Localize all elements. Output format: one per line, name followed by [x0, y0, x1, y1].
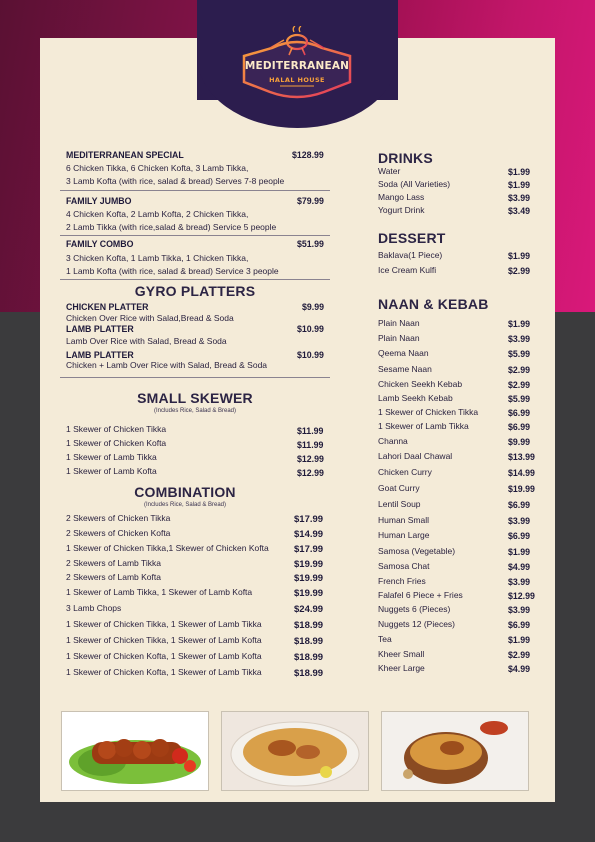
gyro-desc: Chicken + Lamb Over Rice with Salad, Bread & Soda [66, 360, 268, 370]
menu-item-name: Samosa (Vegetable) [378, 546, 456, 556]
menu-item-name: 1 Skewer of Chicken Tikka [378, 407, 479, 417]
dessert-title: DESSERT [378, 230, 446, 246]
menu-item-name: 2 Skewers of Lamb Kofta [66, 572, 161, 582]
special-name: FAMILY JUMBO [66, 196, 132, 206]
menu-item-price: $12.99 [297, 468, 324, 478]
menu-item-name: Chicken Curry [378, 467, 432, 477]
gyro-name: LAMB PLATTER [66, 350, 134, 360]
menu-item-price: $18.99 [294, 668, 324, 679]
menu-item-name: Plain Naan [378, 318, 420, 328]
gyro-name: LAMB PLATTER [66, 324, 134, 334]
menu-item-price: $3.99 [508, 577, 531, 587]
menu-item-name: 1 Skewer of Chicken Tikka,1 Skewer of Chicken Kofta [66, 543, 269, 553]
menu-item-price: $18.99 [294, 620, 324, 631]
menu-item-price: $1.99 [508, 180, 531, 190]
menu-item-price: $17.99 [294, 514, 324, 525]
menu-item-name: Ice Cream Kulfi [378, 265, 437, 275]
brand-subtitle: HALAL HOUSE [269, 76, 325, 84]
menu-item-price: $2.99 [508, 650, 531, 660]
menu-item-name: Sesame Naan [378, 364, 432, 374]
brand-name: MEDITERRANEAN [244, 60, 350, 72]
menu-item-name: 1 Skewer of Lamb Tikka, 1 Skewer of Lamb Kofta [66, 587, 253, 597]
menu-item-name: Falafel 6 Piece + Fries [378, 590, 463, 600]
special-desc: 3 Chicken Kofta, 1 Lamb Tikka, 1 Chicken Tikka, [66, 253, 249, 263]
menu-item-price: $13.99 [508, 452, 535, 462]
menu-item-name: Samosa Chat [378, 561, 430, 571]
drinks-title: DRINKS [378, 150, 433, 166]
menu-item-name: 1 Skewer of Lamb Tikka [66, 452, 157, 462]
menu-item-name: Mango Lass [378, 192, 425, 202]
menu-item-price: $4.99 [508, 562, 531, 572]
menu-item-name: Chicken Seekh Kebab [378, 379, 463, 389]
menu-item-price: $9.99 [508, 437, 531, 447]
menu-item-name: Yogurt Drink [378, 205, 425, 215]
menu-item-price: $1.99 [508, 319, 531, 329]
menu-item-price: $6.99 [508, 500, 531, 510]
menu-item-name: Nuggets 12 (Pieces) [378, 619, 456, 629]
menu-item-name: Water [378, 166, 401, 176]
menu-item-price: $11.99 [297, 440, 324, 450]
gyro-name: CHICKEN PLATTER [66, 302, 149, 312]
special-desc: 6 Chicken Tikka, 6 Chicken Kofta, 3 Lamb Tikka, [66, 163, 249, 173]
special-desc: 2 Lamb Tikka (with rice,salad & bread) Service 5 people [66, 222, 277, 232]
menu-item-name: 1 Skewer of Chicken Tikka, 1 Skewer of Lamb Kofta [66, 635, 262, 645]
menu-item-price: $3.99 [508, 334, 531, 344]
special-price: $51.99 [297, 239, 324, 249]
combination-note: (Includes Rice, Salad & Bread) [143, 502, 227, 508]
menu-item-price: $19.99 [294, 573, 324, 584]
menu-item-price: $18.99 [294, 636, 324, 647]
menu-item-name: 2 Skewers of Lamb Tikka [66, 558, 161, 568]
menu-item-name: Lahori Daal Chawal [378, 451, 453, 461]
menu-item-price: $1.99 [508, 167, 531, 177]
skewer-title: SMALL SKEWER [137, 390, 253, 406]
menu-item-price: $19.99 [294, 559, 324, 570]
menu-item-price: $11.99 [297, 426, 324, 436]
menu-item-name: 1 Skewer of Chicken Kofta, 1 Skewer of Lamb Kofta [66, 651, 262, 661]
menu-item-price: $3.99 [508, 193, 531, 203]
grilled-skewers-photo [61, 711, 209, 791]
menu-item-price: $5.99 [508, 349, 531, 359]
menu-item-price: $3.99 [508, 516, 531, 526]
menu-item-price: $12.99 [508, 591, 535, 601]
menu-item-name: Qeema Naan [378, 348, 429, 358]
biryani-plate-photo [221, 711, 369, 791]
menu-item-name: 1 Skewer of Chicken Kofta, 1 Skewer of Lamb Tikka [66, 667, 262, 677]
special-name: MEDITERRANEAN SPECIAL [66, 150, 184, 160]
menu-item-name: Nuggets 6 (Pieces) [378, 604, 451, 614]
gyro-desc: Lamb Over Rice with Salad, Bread & Soda [66, 336, 227, 346]
menu-item-price: $3.99 [508, 605, 531, 615]
divider [60, 190, 330, 191]
menu-item-name: Tea [378, 634, 392, 644]
menu-item-name: French Fries [378, 576, 426, 586]
menu-item-name: 1 Skewer of Chicken Kofta [66, 438, 167, 448]
menu-item-name: Goat Curry [378, 483, 420, 493]
menu-item-price: $14.99 [294, 529, 324, 540]
gyro-desc: Chicken Over Rice with Salad,Bread & Soda [66, 313, 234, 323]
special-name: FAMILY COMBO [66, 239, 134, 249]
menu-item-price: $17.99 [294, 544, 324, 555]
menu-item-price: $1.99 [508, 547, 531, 557]
menu-item-name: Human Large [378, 530, 430, 540]
special-price: $128.99 [292, 150, 324, 160]
menu-item-name: Plain Naan [378, 333, 420, 343]
menu-item-price: $4.99 [508, 664, 531, 674]
skewer-note: (Includes Rice, Salad & Bread) [153, 408, 237, 414]
divider [60, 279, 330, 280]
gyro-price: $9.99 [302, 302, 325, 312]
combination-title: COMBINATION [134, 484, 236, 500]
menu-item-price: $3.49 [508, 206, 531, 216]
naan-title: NAAN & KEBAB [378, 296, 489, 312]
menu-item-price: $2.99 [508, 266, 531, 276]
menu-item-name: Kheer Large [378, 663, 425, 673]
gyro-price: $10.99 [297, 350, 324, 360]
menu-item-price: $6.99 [508, 620, 531, 630]
menu-item-price: $12.99 [297, 454, 324, 464]
menu-item-price: $6.99 [508, 422, 531, 432]
menu-item-name: Soda (All Varieties) [378, 179, 451, 189]
menu-item-price: $14.99 [508, 468, 535, 478]
menu-item-name: Channa [378, 436, 408, 446]
menu-item-price: $19.99 [508, 484, 535, 494]
menu-item-price: $2.99 [508, 365, 531, 375]
special-desc: 3 Lamb Kofta (with rice, salad & bread) Serves 7-8 people [66, 176, 285, 186]
menu-item-name: 3 Lamb Chops [66, 603, 122, 613]
special-desc: 1 Lamb Kofta (with rice, salad & bread) Service 3 people [66, 266, 279, 276]
menu-item-price: $2.99 [508, 380, 531, 390]
menu-item-name: 2 Skewers of Chicken Tikka [66, 513, 171, 523]
menu-item-price: $18.99 [294, 652, 324, 663]
menu-item-price: $24.99 [294, 604, 324, 615]
menu-item-name: 2 Skewers of Chicken Kofta [66, 528, 171, 538]
menu-item-price: $1.99 [508, 635, 531, 645]
divider [60, 377, 330, 378]
menu-item-price: $5.99 [508, 394, 531, 404]
menu-item-name: Lentil Soup [378, 499, 421, 509]
menu-item-name: 1 Skewer of Chicken Tikka [66, 424, 167, 434]
special-desc: 4 Chicken Kofta, 2 Lamb Kofta, 2 Chicken Tikka, [66, 209, 249, 219]
menu-item-name: Lamb Seekh Kebab [378, 393, 453, 403]
menu-item-name: Human Small [378, 515, 430, 525]
menu-item-price: $19.99 [294, 588, 324, 599]
biryani-bowl-photo [381, 711, 529, 791]
menu-item-price: $1.99 [508, 251, 531, 261]
menu-item-price: $6.99 [508, 408, 531, 418]
menu-item-price: $6.99 [508, 531, 531, 541]
menu-item-name: 1 Skewer of Chicken Tikka, 1 Skewer of Lamb Tikka [66, 619, 262, 629]
menu-item-name: Baklava(1 Piece) [378, 250, 443, 260]
special-price: $79.99 [297, 196, 324, 206]
gyro-price: $10.99 [297, 324, 324, 334]
menu-item-name: 1 Skewer of Lamb Tikka [378, 421, 469, 431]
gyro-title: GYRO PLATTERS [134, 283, 256, 299]
menu-item-name: 1 Skewer of Lamb Kofta [66, 466, 157, 476]
divider [60, 235, 330, 236]
menu-item-name: Kheer Small [378, 649, 425, 659]
